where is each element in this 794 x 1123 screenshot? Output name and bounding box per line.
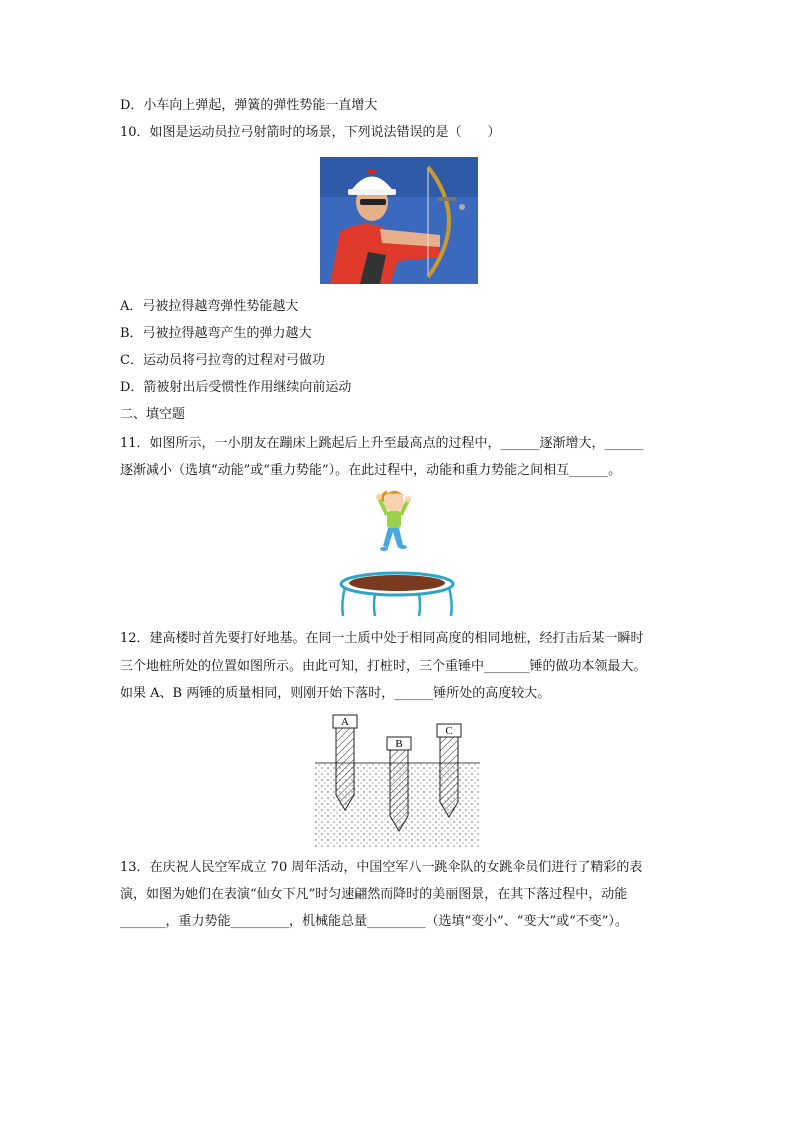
pile-b-label: B [395, 738, 403, 750]
pile-c-label: C [445, 725, 453, 737]
q12-line-1: 12．建高楼时首先要打好地基。在同一土质中处于相同高度的相同地桩，经打击后某一瞬时 [120, 631, 644, 646]
q10-option-d: D．箭被射出后受惯性作用继续向前运动 [120, 380, 352, 395]
piles-diagram [315, 713, 480, 848]
q11-line-2: 逐渐减小（选填“动能”或“重力势能”）。在此过程中，动能和重力势能之间相互______。 [120, 463, 622, 478]
archer-illustration [320, 157, 478, 284]
piles-figure [315, 713, 480, 848]
q9-option-d: D．小车向上弹起，弹簧的弹性势能一直增大 [120, 98, 378, 113]
q10-stem: 10．如图是运动员拉弓射箭时的场景，下列说法错误的是（ ） [120, 125, 501, 140]
q10-option-c: C．运动员将弓拉弯的过程对弓做功 [120, 353, 325, 368]
q12-line-2: 三个地桩所处的位置如图所示。由此可知，打桩时，三个重锤中_______锤的做功本领最大。 [120, 659, 647, 674]
archer-photo [320, 157, 478, 284]
q13-line-3: _______，重力势能_________，机械能总量_________（选填“变小”、“变大”或“不变”）。 [120, 914, 628, 929]
section-title: 二、填空题 [120, 407, 186, 422]
q10-option-a: A．弓被拉得越弯弹性势能越大 [120, 299, 299, 314]
q11-line-1: 11．如图所示，一小朋友在蹦床上跳起后上升至最高点的过程中，______逐渐增大，______ [120, 436, 644, 451]
pile-a-label: A [341, 716, 349, 728]
q13-line-2: 演，如图为她们在表演“仙女下凡”时匀速翩然而降时的美丽图景，在其下落过程中，动能 [120, 887, 628, 902]
q12-line-3: 如果 A、B 两锤的质量相同，则刚开始下落时，______锤所处的高度较大。 [120, 686, 551, 701]
trampoline-figure [335, 488, 460, 618]
trampoline-illustration [335, 488, 460, 618]
q13-line-1: 13．在庆祝人民空军成立 70 周年活动，中国空军八一跳伞队的女跳伞员们进行了精彩的表 [120, 860, 643, 875]
q10-option-b: B．弓被拉得越弯产生的弹力越大 [120, 326, 312, 341]
